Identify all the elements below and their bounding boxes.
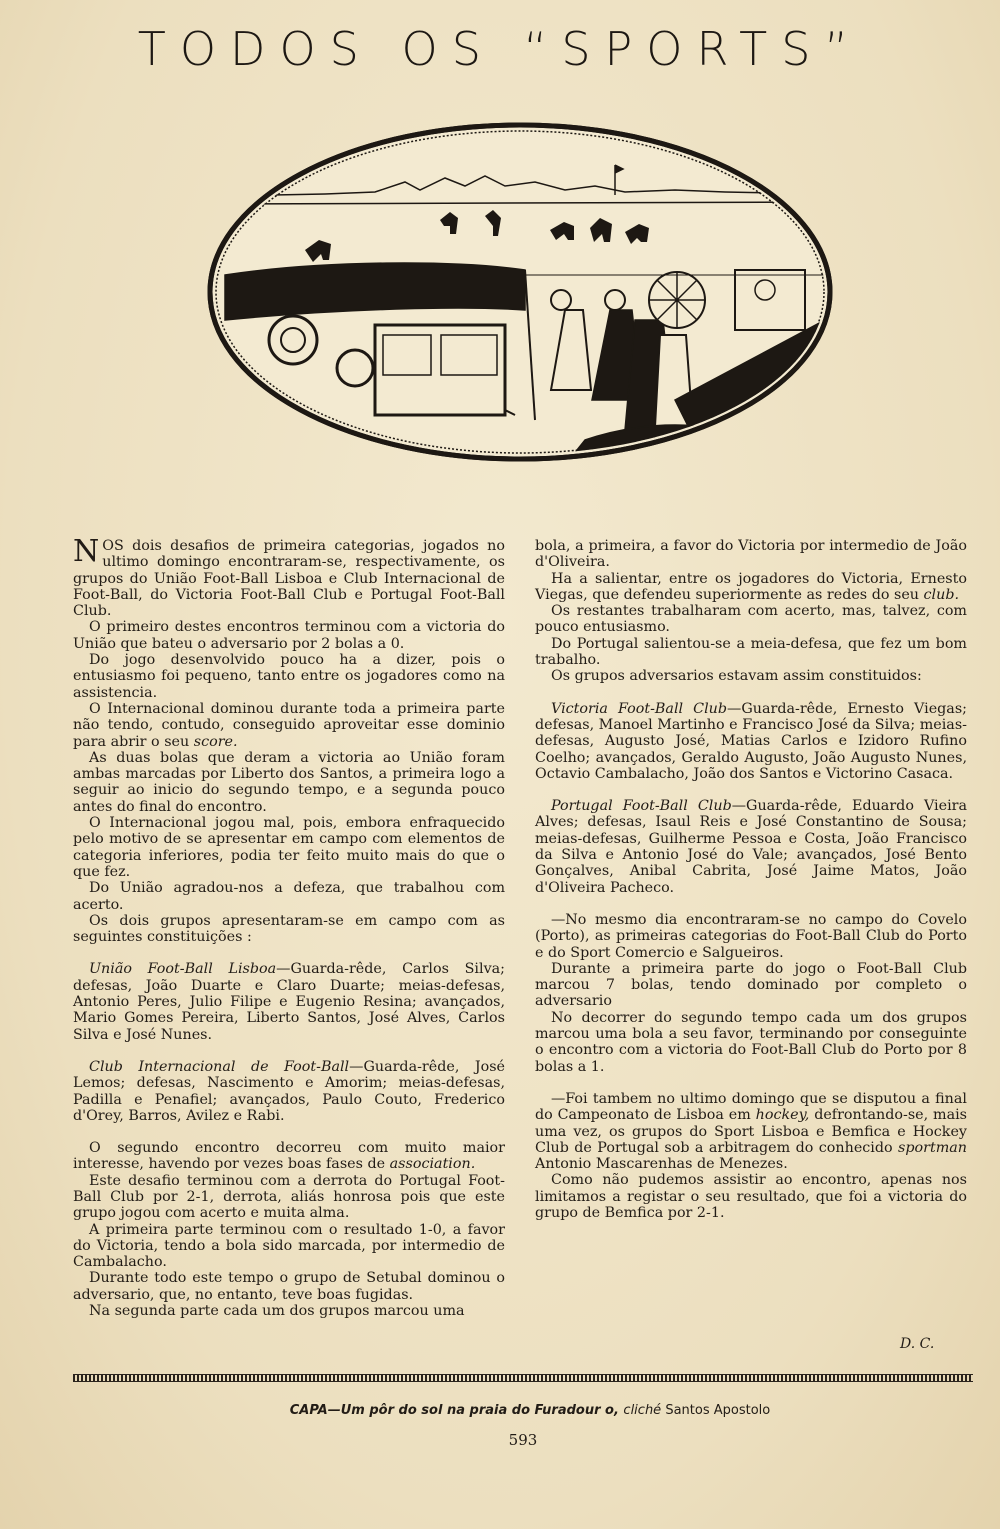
paragraph: Este desafio terminou com a derrota do Portugal Foot-Ball Club por 2-1, derrota, aliás honrosa pois que este grupo jogou com acerto e muita alma. <box>73 1172 505 1222</box>
paragraph: Na segunda parte cada um dos grupos marcou uma <box>89 1303 465 1320</box>
article-left-column <box>73 534 505 1320</box>
page-title: TODOS OS “SPORTS” <box>137 22 863 76</box>
paragraph: O Internacional jogou mal, pois, embora enfraquecido pelo motivo de se apresentar em campo com elementos de categoria inferiores, podia ter feito muito mais do que o que fez. <box>73 815 505 880</box>
team-lineup: União Foot-Ball Lisboa—Guarda-rêde, Carlos Silva; defesas, João Duarte e Claro Duarte; meias-defesas, Antonio Peres, Julio Filipe e Eugenio Resina; avançados, Mario Gomes Pereira, Liberto Santos, José Alves, Carlos Silva e José Nunes. <box>73 961 505 1043</box>
polo-match-illustration <box>205 120 835 465</box>
author-signature: D. C. <box>900 1336 935 1352</box>
team-lineup: Club Internacional de Foot-Ball—Guarda-rêde, José Lemos; defesas, Nascimento e Amorim; meias-defesas, Padilla e Penafiel; avançados, Paulo Couto, Frederico d'Orey, Barros, Avilez e Rabi. <box>73 1058 505 1124</box>
paragraph: Do jogo desenvolvido pouco ha a dizer, pois o entusiasmo foi pequeno, tanto entre os jogadores como na assistencia. <box>73 652 505 701</box>
paragraph: Os restantes trabalharam com acerto, mas, talvez, com pouco entusiasmo. <box>535 603 967 636</box>
paragraph: A primeira parte terminou com o resultado 1-0, a favor do Victoria, tendo a bola sido marcada, por intermedio de Cambalacho. <box>73 1221 505 1271</box>
paragraph: Ha a salientar, entre os jogadores do Victoria, Ernesto Viegas, que defendeu superiormente as redes do seu club. <box>535 570 967 603</box>
paragraph: —Foi tambem no ultimo domingo que se disputou a final do Campeonato de Lisboa em hockey, defrontando-se, mais uma vez, os grupos do Sport Lisboa e Bemfica e Hockey Club de Portugal sob a arbitragem do conhecido sportman Antonio Mascarenhas de Menezes. <box>535 1090 968 1173</box>
paragraph: Do Portugal salientou-se a meia-defesa, que fez um bom trabalho. <box>535 635 967 669</box>
paragraph: —No mesmo dia encontraram-se no campo do Covelo (Porto), as primeiras categorias do Foot-Ball Club do Porto e do Sport Comercio e Salgueiros. <box>535 911 967 961</box>
paragraph: Os grupos adversarios estavam assim constituidos: <box>551 668 922 685</box>
paragraph: Durante todo este tempo o grupo de Setubal dominou o adversario, que, no entanto, teve boas fugidas. <box>73 1270 505 1303</box>
cover-caption: CAPA—Um pôr do sol na praia do Furadour o, cliché Santos Apostolo <box>289 1403 771 1418</box>
paragraph: O segundo encontro decorreu com muito maior interesse, havendo por vezes boas fases de association. <box>73 1140 505 1173</box>
paragraph: NOS dois desafios de primeira categorias, jogados no ultimo domingo encontraram-se, respectivamente, os grupos do União Foot-Ball Lisboa e Club Internacional de Foot-Ball, do Victoria Foot-Ball Club e Portugal Foot-Ball Club. <box>73 534 505 620</box>
paragraph: O primeiro destes encontros terminou com a victoria do União que bateu o adversario por 2 bolas a 0. <box>73 619 505 652</box>
paragraph: Os dois grupos apresentaram-se em campo com as seguintes constituições : <box>73 912 505 946</box>
paragraph: Do União agradou-nos a defeza, que trabalhou com acerto. <box>73 880 505 913</box>
paragraph: bola, a primeira, a favor do Victoria por intermedio de João d'Oliveira. <box>535 538 967 571</box>
paragraph: As duas bolas que deram a victoria ao União foram ambas marcadas por Liberto dos Santos, a primeira logo a seguir ao inicio do segundo tempo, e a segunda pouco antes do final do encontro. <box>73 749 505 815</box>
paragraph: Como não pudemos assistir ao encontro, apenas nos limitamos a registar o seu resultado, que foi a victoria do grupo de Bemfica por 2-1. <box>535 1172 967 1221</box>
divider-rule <box>73 1374 973 1382</box>
drop-cap: N <box>73 534 100 569</box>
team-lineup: Portugal Foot-Ball Club—Guarda-rêde, Eduardo Vieira Alves; defesas, Isaul Reis e José Constantino de Sousa; meias-defesas, Guilherme Pessoa e Costa, João Francisco da Silva e Antonio José do Vale; avançados, José Bento Gonçalves, Anibal Cabrita, José Jaime Matos, João d'Oliveira Pacheco. <box>535 798 967 896</box>
article-right-column <box>535 538 967 1221</box>
team-lineup: Victoria Foot-Ball Club—Guarda-rêde, Ernesto Viegas; defesas, Manoel Martinho e Francisco José da Silva; meias-defesas, Augusto José, Matias Carlos e Izidoro Rufino Coelho; avançados, Geraldo Augusto, João Augusto Nunes, Octavio Cambalacho, João dos Santos e Victorino Casaca. <box>535 700 967 782</box>
paragraph: Durante a primeira parte do jogo o Foot-Ball Club marcou 7 bolas, tendo dominado por completo o adversario <box>535 960 967 1010</box>
paragraph: No decorrer do segundo tempo cada um dos grupos marcou uma bola a seu favor, terminando por conseguinte o encontro com a victoria do Foot-Ball Club do Porto por 8 bolas a 1. <box>535 1009 967 1075</box>
page-number: 593 <box>508 1431 538 1449</box>
paragraph: O Internacional dominou durante toda a primeira parte não tendo, contudo, conseguido aproveitar esse dominio para abrir o seu score. <box>73 700 505 750</box>
